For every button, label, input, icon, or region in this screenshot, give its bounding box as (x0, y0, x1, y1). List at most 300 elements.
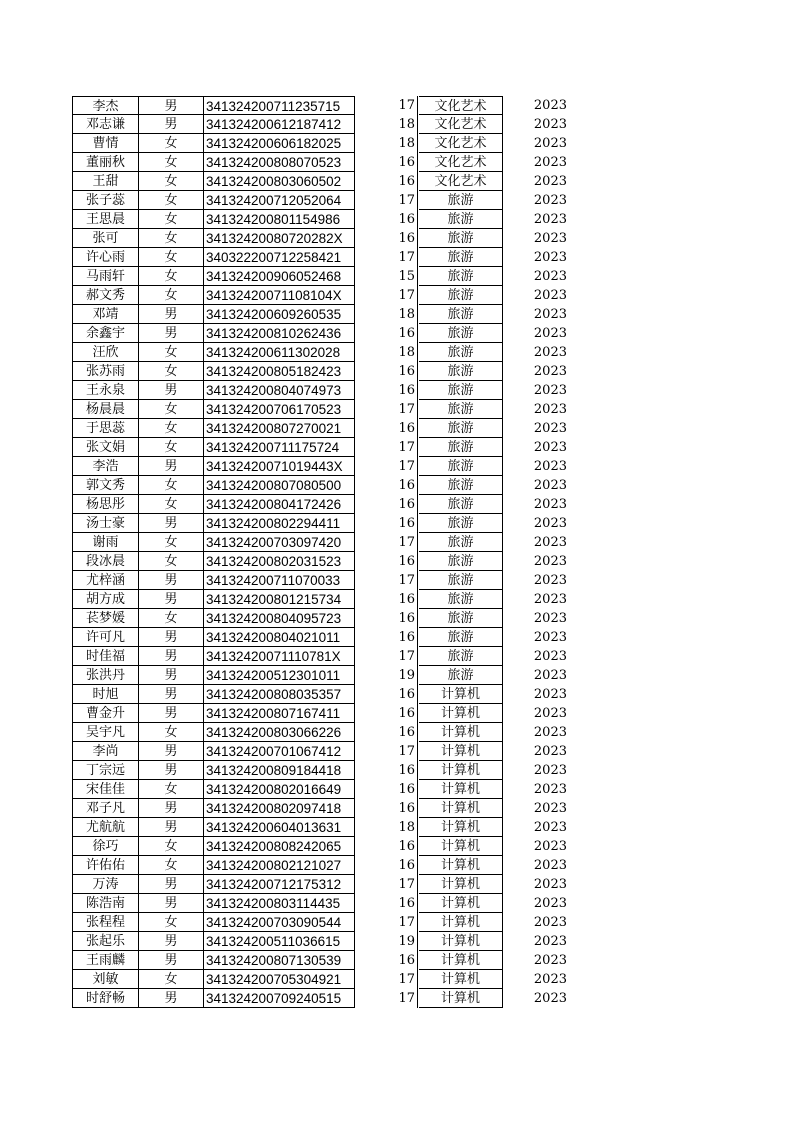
age-cell: 18 (380, 134, 418, 153)
name-cell: 时旭 (72, 685, 139, 704)
name-cell: 马雨轩 (72, 267, 139, 286)
major-cell: 计算机 (419, 685, 503, 704)
name-cell: 王甜 (72, 172, 139, 191)
id-number-cell: 34132420071110781X (204, 647, 355, 666)
name-cell: 许可凡 (72, 628, 139, 647)
table-row (0, 362, 793, 381)
gender-cell: 男 (139, 381, 204, 400)
name-cell: 张苏雨 (72, 362, 139, 381)
year-cell: 2023 (533, 402, 567, 417)
year-cell: 2023 (533, 687, 567, 702)
id-number-cell: 341324200712175312 (204, 875, 355, 894)
year-cell: 2023 (533, 801, 567, 816)
table-row (0, 628, 793, 647)
table-row (0, 153, 793, 172)
age-cell: 16 (380, 723, 418, 742)
name-cell: 刘敏 (72, 970, 139, 989)
age-cell: 17 (380, 533, 418, 552)
name-cell: 曹金升 (72, 704, 139, 723)
gender-cell: 女 (139, 723, 204, 742)
age-cell: 17 (380, 647, 418, 666)
name-cell: 徐巧 (72, 837, 139, 856)
major-cell: 计算机 (419, 818, 503, 837)
gender-cell: 女 (139, 172, 204, 191)
id-number-cell: 340322200712258421 (204, 248, 355, 267)
age-cell: 17 (380, 970, 418, 989)
name-cell: 曹情 (72, 134, 139, 153)
age-cell: 18 (380, 343, 418, 362)
major-cell: 计算机 (419, 970, 503, 989)
table-row (0, 856, 793, 875)
gender-cell: 男 (139, 761, 204, 780)
table-row (0, 571, 793, 590)
age-cell: 16 (380, 685, 418, 704)
gender-cell: 男 (139, 704, 204, 723)
name-cell: 李浩 (72, 457, 139, 476)
age-cell: 19 (380, 666, 418, 685)
table-row (0, 248, 793, 267)
age-cell: 16 (380, 552, 418, 571)
gender-cell: 女 (139, 191, 204, 210)
major-cell: 旅游 (419, 324, 503, 343)
year-cell: 2023 (533, 896, 567, 911)
id-number-cell: 341324200609260535 (204, 305, 355, 324)
name-cell: 谢雨 (72, 533, 139, 552)
table-row (0, 134, 793, 153)
table-row (0, 343, 793, 362)
year-cell: 2023 (533, 630, 567, 645)
table-row (0, 286, 793, 305)
year-cell: 2023 (533, 649, 567, 664)
name-cell: 张可 (72, 229, 139, 248)
name-cell: 董丽秋 (72, 153, 139, 172)
year-cell: 2023 (533, 364, 567, 379)
major-cell: 文化艺术 (419, 153, 503, 172)
year-cell: 2023 (533, 421, 567, 436)
major-cell: 旅游 (419, 476, 503, 495)
id-number-cell: 341324200801154986 (204, 210, 355, 229)
table-row (0, 590, 793, 609)
major-cell: 计算机 (419, 704, 503, 723)
age-cell: 16 (380, 324, 418, 343)
gender-cell: 男 (139, 666, 204, 685)
gender-cell: 女 (139, 419, 204, 438)
major-cell: 旅游 (419, 267, 503, 286)
id-number-cell: 341324200807130539 (204, 951, 355, 970)
id-number-cell: 341324200706170523 (204, 400, 355, 419)
name-cell: 于思蕊 (72, 419, 139, 438)
name-cell: 万涛 (72, 875, 139, 894)
year-cell: 2023 (533, 839, 567, 854)
major-cell: 旅游 (419, 533, 503, 552)
age-cell: 17 (380, 989, 418, 1008)
major-cell: 计算机 (419, 875, 503, 894)
name-cell: 邓靖 (72, 305, 139, 324)
gender-cell: 女 (139, 837, 204, 856)
name-cell: 时舒畅 (72, 989, 139, 1008)
student-table (0, 96, 793, 1008)
age-cell: 16 (380, 894, 418, 913)
id-number-cell: 341324200804172426 (204, 495, 355, 514)
major-cell: 旅游 (419, 457, 503, 476)
gender-cell: 女 (139, 438, 204, 457)
age-cell: 16 (380, 153, 418, 172)
id-number-cell: 341324200802031523 (204, 552, 355, 571)
gender-cell: 男 (139, 457, 204, 476)
year-cell: 2023 (533, 858, 567, 873)
name-cell: 胡方成 (72, 590, 139, 609)
id-number-cell: 341324200701067412 (204, 742, 355, 761)
gender-cell: 男 (139, 324, 204, 343)
year-cell: 2023 (533, 231, 567, 246)
name-cell: 王雨麟 (72, 951, 139, 970)
table-row (0, 514, 793, 533)
major-cell: 文化艺术 (419, 96, 503, 115)
table-row (0, 476, 793, 495)
year-cell: 2023 (533, 820, 567, 835)
major-cell: 旅游 (419, 381, 503, 400)
table-row (0, 419, 793, 438)
id-number-cell: 341324200807167411 (204, 704, 355, 723)
year-cell: 2023 (533, 459, 567, 474)
table-row (0, 932, 793, 951)
id-number-cell: 341324200804021011 (204, 628, 355, 647)
year-cell: 2023 (533, 668, 567, 683)
id-number-cell: 341324200711070033 (204, 571, 355, 590)
table-row (0, 305, 793, 324)
age-cell: 16 (380, 172, 418, 191)
id-number-cell: 341324200611302028 (204, 343, 355, 362)
name-cell: 吴宇凡 (72, 723, 139, 742)
id-number-cell: 341324200711235715 (204, 96, 355, 115)
major-cell: 文化艺术 (419, 134, 503, 153)
name-cell: 杨思彤 (72, 495, 139, 514)
table-row (0, 970, 793, 989)
major-cell: 计算机 (419, 951, 503, 970)
major-cell: 旅游 (419, 229, 503, 248)
major-cell: 文化艺术 (419, 172, 503, 191)
year-cell: 2023 (533, 136, 567, 151)
major-cell: 旅游 (419, 514, 503, 533)
age-cell: 16 (380, 799, 418, 818)
year-cell: 2023 (533, 193, 567, 208)
id-number-cell: 341324200808070523 (204, 153, 355, 172)
year-cell: 2023 (533, 744, 567, 759)
gender-cell: 女 (139, 248, 204, 267)
table-row (0, 210, 793, 229)
major-cell: 旅游 (419, 400, 503, 419)
id-number-cell: 341324200802016649 (204, 780, 355, 799)
gender-cell: 男 (139, 799, 204, 818)
gender-cell: 男 (139, 590, 204, 609)
id-number-cell: 34132420071108104X (204, 286, 355, 305)
id-number-cell: 341324200703090544 (204, 913, 355, 932)
id-number-cell: 341324200809184418 (204, 761, 355, 780)
age-cell: 16 (380, 628, 418, 647)
year-cell: 2023 (533, 934, 567, 949)
id-number-cell: 341324200803114435 (204, 894, 355, 913)
age-cell: 16 (380, 609, 418, 628)
table-row (0, 400, 793, 419)
gender-cell: 男 (139, 951, 204, 970)
table-row (0, 533, 793, 552)
name-cell: 邓志谦 (72, 115, 139, 134)
year-cell: 2023 (533, 763, 567, 778)
age-cell: 17 (380, 96, 418, 115)
table-row (0, 799, 793, 818)
gender-cell: 男 (139, 305, 204, 324)
age-cell: 18 (380, 115, 418, 134)
name-cell: 王思晨 (72, 210, 139, 229)
age-cell: 17 (380, 191, 418, 210)
id-number-cell: 341324200807080500 (204, 476, 355, 495)
name-cell: 段冰晨 (72, 552, 139, 571)
gender-cell: 男 (139, 96, 204, 115)
name-cell: 汤士豪 (72, 514, 139, 533)
gender-cell: 男 (139, 989, 204, 1008)
table-row (0, 818, 793, 837)
id-number-cell: 341324200804095723 (204, 609, 355, 628)
major-cell: 计算机 (419, 723, 503, 742)
age-cell: 16 (380, 476, 418, 495)
major-cell: 旅游 (419, 305, 503, 324)
gender-cell: 男 (139, 571, 204, 590)
major-cell: 旅游 (419, 628, 503, 647)
table-row (0, 267, 793, 286)
age-cell: 16 (380, 229, 418, 248)
name-cell: 余鑫宇 (72, 324, 139, 343)
name-cell: 陈浩南 (72, 894, 139, 913)
table-row (0, 172, 793, 191)
id-number-cell: 341324200810262436 (204, 324, 355, 343)
age-cell: 16 (380, 590, 418, 609)
year-cell: 2023 (533, 212, 567, 227)
age-cell: 16 (380, 951, 418, 970)
major-cell: 旅游 (419, 571, 503, 590)
table-row (0, 647, 793, 666)
gender-cell: 女 (139, 267, 204, 286)
age-cell: 17 (380, 457, 418, 476)
name-cell: 郭文秀 (72, 476, 139, 495)
name-cell: 张起乐 (72, 932, 139, 951)
year-cell: 2023 (533, 383, 567, 398)
age-cell: 17 (380, 438, 418, 457)
year-cell: 2023 (533, 516, 567, 531)
id-number-cell: 341324200803060502 (204, 172, 355, 191)
id-number-cell: 34132420071019443X (204, 457, 355, 476)
table-row (0, 780, 793, 799)
age-cell: 18 (380, 818, 418, 837)
year-cell: 2023 (533, 725, 567, 740)
name-cell: 宋佳佳 (72, 780, 139, 799)
age-cell: 17 (380, 248, 418, 267)
major-cell: 旅游 (419, 609, 503, 628)
name-cell: 李杰 (72, 96, 139, 115)
year-cell: 2023 (533, 991, 567, 1006)
name-cell: 邓子凡 (72, 799, 139, 818)
major-cell: 计算机 (419, 913, 503, 932)
major-cell: 旅游 (419, 438, 503, 457)
name-cell: 杨晨晨 (72, 400, 139, 419)
major-cell: 旅游 (419, 666, 503, 685)
gender-cell: 女 (139, 343, 204, 362)
age-cell: 16 (380, 381, 418, 400)
table-row (0, 742, 793, 761)
name-cell: 尤航航 (72, 818, 139, 837)
table-row (0, 837, 793, 856)
id-number-cell: 341324200512301011 (204, 666, 355, 685)
gender-cell: 男 (139, 818, 204, 837)
table-row (0, 229, 793, 248)
major-cell: 计算机 (419, 894, 503, 913)
age-cell: 16 (380, 362, 418, 381)
major-cell: 旅游 (419, 191, 503, 210)
year-cell: 2023 (533, 174, 567, 189)
major-cell: 旅游 (419, 419, 503, 438)
year-cell: 2023 (533, 573, 567, 588)
gender-cell: 女 (139, 533, 204, 552)
id-number-cell: 341324200712052064 (204, 191, 355, 210)
gender-cell: 女 (139, 210, 204, 229)
age-cell: 16 (380, 210, 418, 229)
major-cell: 计算机 (419, 799, 503, 818)
name-cell: 张程程 (72, 913, 139, 932)
year-cell: 2023 (533, 478, 567, 493)
major-cell: 计算机 (419, 989, 503, 1008)
table-row (0, 894, 793, 913)
age-cell: 16 (380, 419, 418, 438)
gender-cell: 男 (139, 894, 204, 913)
major-cell: 计算机 (419, 761, 503, 780)
table-row (0, 761, 793, 780)
id-number-cell: 341324200511036615 (204, 932, 355, 951)
age-cell: 16 (380, 761, 418, 780)
table-row (0, 438, 793, 457)
year-cell: 2023 (533, 953, 567, 968)
table-row (0, 685, 793, 704)
id-number-cell: 341324200808242065 (204, 837, 355, 856)
gender-cell: 女 (139, 970, 204, 989)
year-cell: 2023 (533, 782, 567, 797)
year-cell: 2023 (533, 98, 567, 113)
table-row (0, 495, 793, 514)
name-cell: 苌梦媛 (72, 609, 139, 628)
gender-cell: 男 (139, 742, 204, 761)
name-cell: 时佳福 (72, 647, 139, 666)
gender-cell: 男 (139, 932, 204, 951)
gender-cell: 女 (139, 780, 204, 799)
table-row (0, 609, 793, 628)
gender-cell: 男 (139, 685, 204, 704)
gender-cell: 女 (139, 552, 204, 571)
year-cell: 2023 (533, 592, 567, 607)
major-cell: 计算机 (419, 932, 503, 951)
table-row (0, 96, 793, 115)
year-cell: 2023 (533, 706, 567, 721)
age-cell: 16 (380, 780, 418, 799)
year-cell: 2023 (533, 155, 567, 170)
name-cell: 王永泉 (72, 381, 139, 400)
name-cell: 张文娟 (72, 438, 139, 457)
age-cell: 16 (380, 856, 418, 875)
major-cell: 文化艺术 (419, 115, 503, 134)
gender-cell: 女 (139, 856, 204, 875)
gender-cell: 女 (139, 476, 204, 495)
id-number-cell: 341324200612187412 (204, 115, 355, 134)
gender-cell: 男 (139, 647, 204, 666)
name-cell: 许佑佑 (72, 856, 139, 875)
major-cell: 计算机 (419, 837, 503, 856)
year-cell: 2023 (533, 440, 567, 455)
table-row (0, 324, 793, 343)
id-number-cell: 341324200709240515 (204, 989, 355, 1008)
gender-cell: 女 (139, 134, 204, 153)
major-cell: 旅游 (419, 210, 503, 229)
year-cell: 2023 (533, 326, 567, 341)
year-cell: 2023 (533, 117, 567, 132)
age-cell: 17 (380, 400, 418, 419)
id-number-cell: 341324200807270021 (204, 419, 355, 438)
table-row (0, 457, 793, 476)
age-cell: 17 (380, 875, 418, 894)
id-number-cell: 341324200805182423 (204, 362, 355, 381)
id-number-cell: 341324200705304921 (204, 970, 355, 989)
year-cell: 2023 (533, 250, 567, 265)
year-cell: 2023 (533, 915, 567, 930)
age-cell: 17 (380, 571, 418, 590)
table-row (0, 875, 793, 894)
major-cell: 旅游 (419, 590, 503, 609)
gender-cell: 女 (139, 609, 204, 628)
table-row (0, 191, 793, 210)
table-row (0, 381, 793, 400)
table-row (0, 723, 793, 742)
id-number-cell: 341324200802121027 (204, 856, 355, 875)
gender-cell: 男 (139, 514, 204, 533)
table-row (0, 913, 793, 932)
gender-cell: 女 (139, 362, 204, 381)
gender-cell: 女 (139, 495, 204, 514)
year-cell: 2023 (533, 345, 567, 360)
major-cell: 计算机 (419, 780, 503, 799)
name-cell: 张子蕊 (72, 191, 139, 210)
id-number-cell: 341324200606182025 (204, 134, 355, 153)
id-number-cell: 341324200703097420 (204, 533, 355, 552)
year-cell: 2023 (533, 877, 567, 892)
major-cell: 旅游 (419, 286, 503, 305)
age-cell: 16 (380, 837, 418, 856)
major-cell: 旅游 (419, 343, 503, 362)
table-row (0, 951, 793, 970)
major-cell: 计算机 (419, 856, 503, 875)
name-cell: 许心雨 (72, 248, 139, 267)
age-cell: 17 (380, 286, 418, 305)
major-cell: 计算机 (419, 742, 503, 761)
id-number-cell: 341324200604013631 (204, 818, 355, 837)
id-number-cell: 341324200802097418 (204, 799, 355, 818)
age-cell: 18 (380, 305, 418, 324)
year-cell: 2023 (533, 288, 567, 303)
id-number-cell: 341324200802294411 (204, 514, 355, 533)
year-cell: 2023 (533, 611, 567, 626)
id-number-cell: 341324200808035357 (204, 685, 355, 704)
name-cell: 郝文秀 (72, 286, 139, 305)
id-number-cell: 341324200804074973 (204, 381, 355, 400)
table-row (0, 989, 793, 1008)
gender-cell: 男 (139, 628, 204, 647)
name-cell: 尤梓涵 (72, 571, 139, 590)
age-cell: 16 (380, 704, 418, 723)
